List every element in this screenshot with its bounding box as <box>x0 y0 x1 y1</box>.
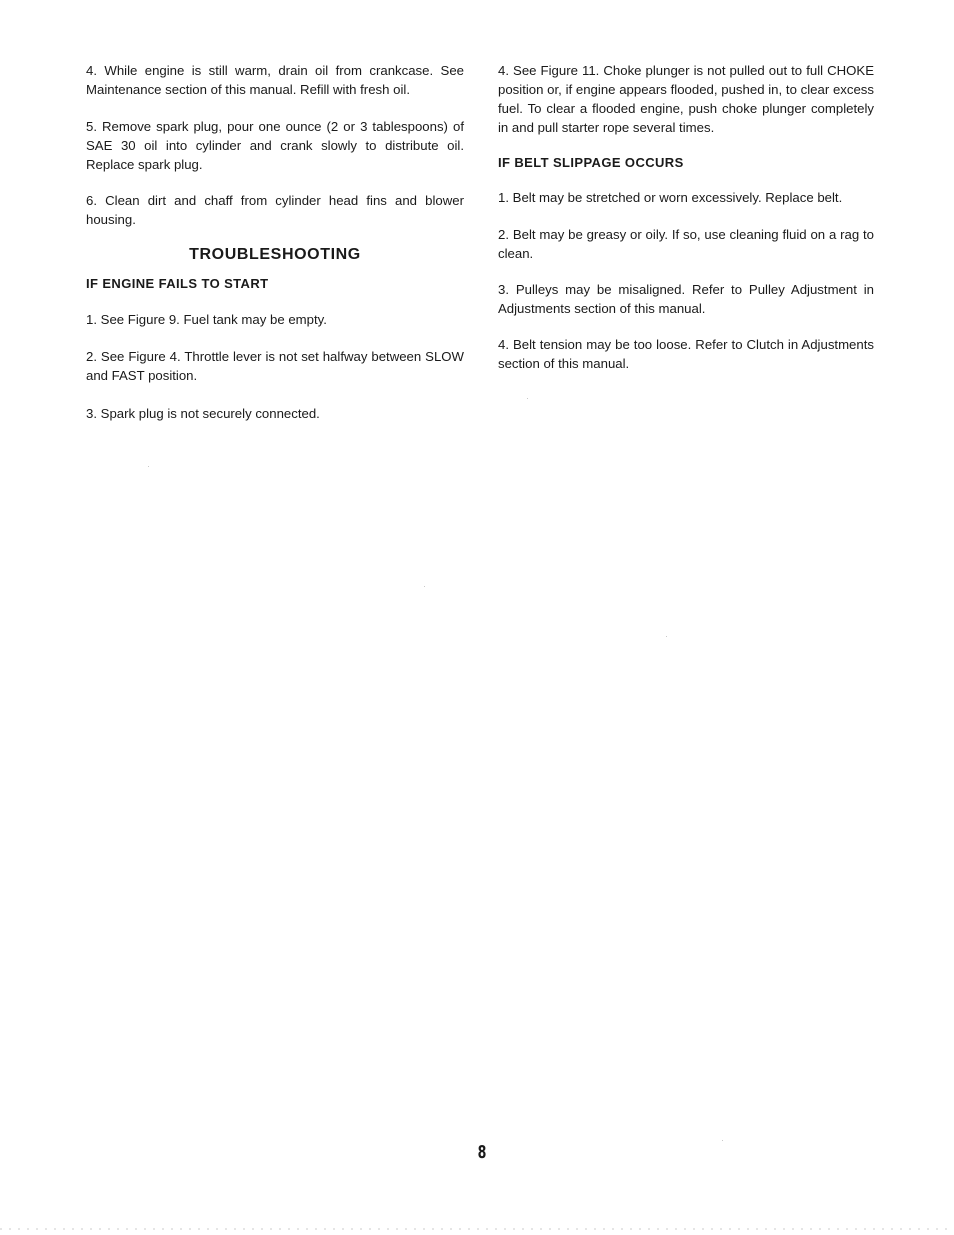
scan-speck <box>148 466 149 467</box>
fails-to-start-item-2: 2. See Figure 4. Throttle lever is not set halfway between SLOW and FAST position. <box>86 349 464 383</box>
page-number: 8 <box>477 1142 487 1163</box>
scan-speck <box>424 586 425 587</box>
troubleshooting-heading: TROUBLESHOOTING <box>189 246 361 263</box>
storage-step-4: 4. While engine is still warm, drain oil from crankcase. See Maintenance section of this manual. Refill with fresh oil. <box>86 63 464 97</box>
left-column <box>86 61 464 423</box>
belt-slippage-item-4: 4. Belt tension may be too loose. Refer to Clutch in Adjustments section of this manual. <box>498 337 874 371</box>
fails-to-start-item-4: 4. See Figure 11. Choke plunger is not pulled out to full CHOKE position or, if engine appears flooded, pushed in, to clear excess fuel. To clear a flooded engine, push choke plunger completely in and pull starter rope several times. <box>498 63 874 135</box>
engine-fails-to-start-heading: IF ENGINE FAILS TO START <box>86 276 269 291</box>
storage-step-5: 5. Remove spark plug, pour one ounce (2 or 3 tablespoons) of SAE 30 oil into cylinder and crank slowly to distribute oil. Replace spark plug. <box>86 119 464 172</box>
fails-to-start-item-3: 3. Spark plug is not securely connected. <box>86 406 320 421</box>
right-column <box>498 61 874 373</box>
scan-speck <box>527 398 528 399</box>
belt-slippage-item-1: 1. Belt may be stretched or worn excessively. Replace belt. <box>498 190 843 205</box>
belt-slippage-item-3: 3. Pulleys may be misaligned. Refer to Pulley Adjustment in Adjustments section of this manual. <box>498 282 874 316</box>
belt-slippage-item-2: 2. Belt may be greasy or oily. If so, use cleaning fluid on a rag to clean. <box>498 227 874 261</box>
scan-speck <box>666 636 667 637</box>
belt-slippage-heading: IF BELT SLIPPAGE OCCURS <box>498 155 684 170</box>
fails-to-start-item-1: 1. See Figure 9. Fuel tank may be empty. <box>86 312 327 327</box>
scan-edge-noise <box>0 1228 954 1230</box>
scan-speck <box>722 1140 723 1141</box>
storage-step-6: 6. Clean dirt and chaff from cylinder head fins and blower housing. <box>86 193 464 227</box>
